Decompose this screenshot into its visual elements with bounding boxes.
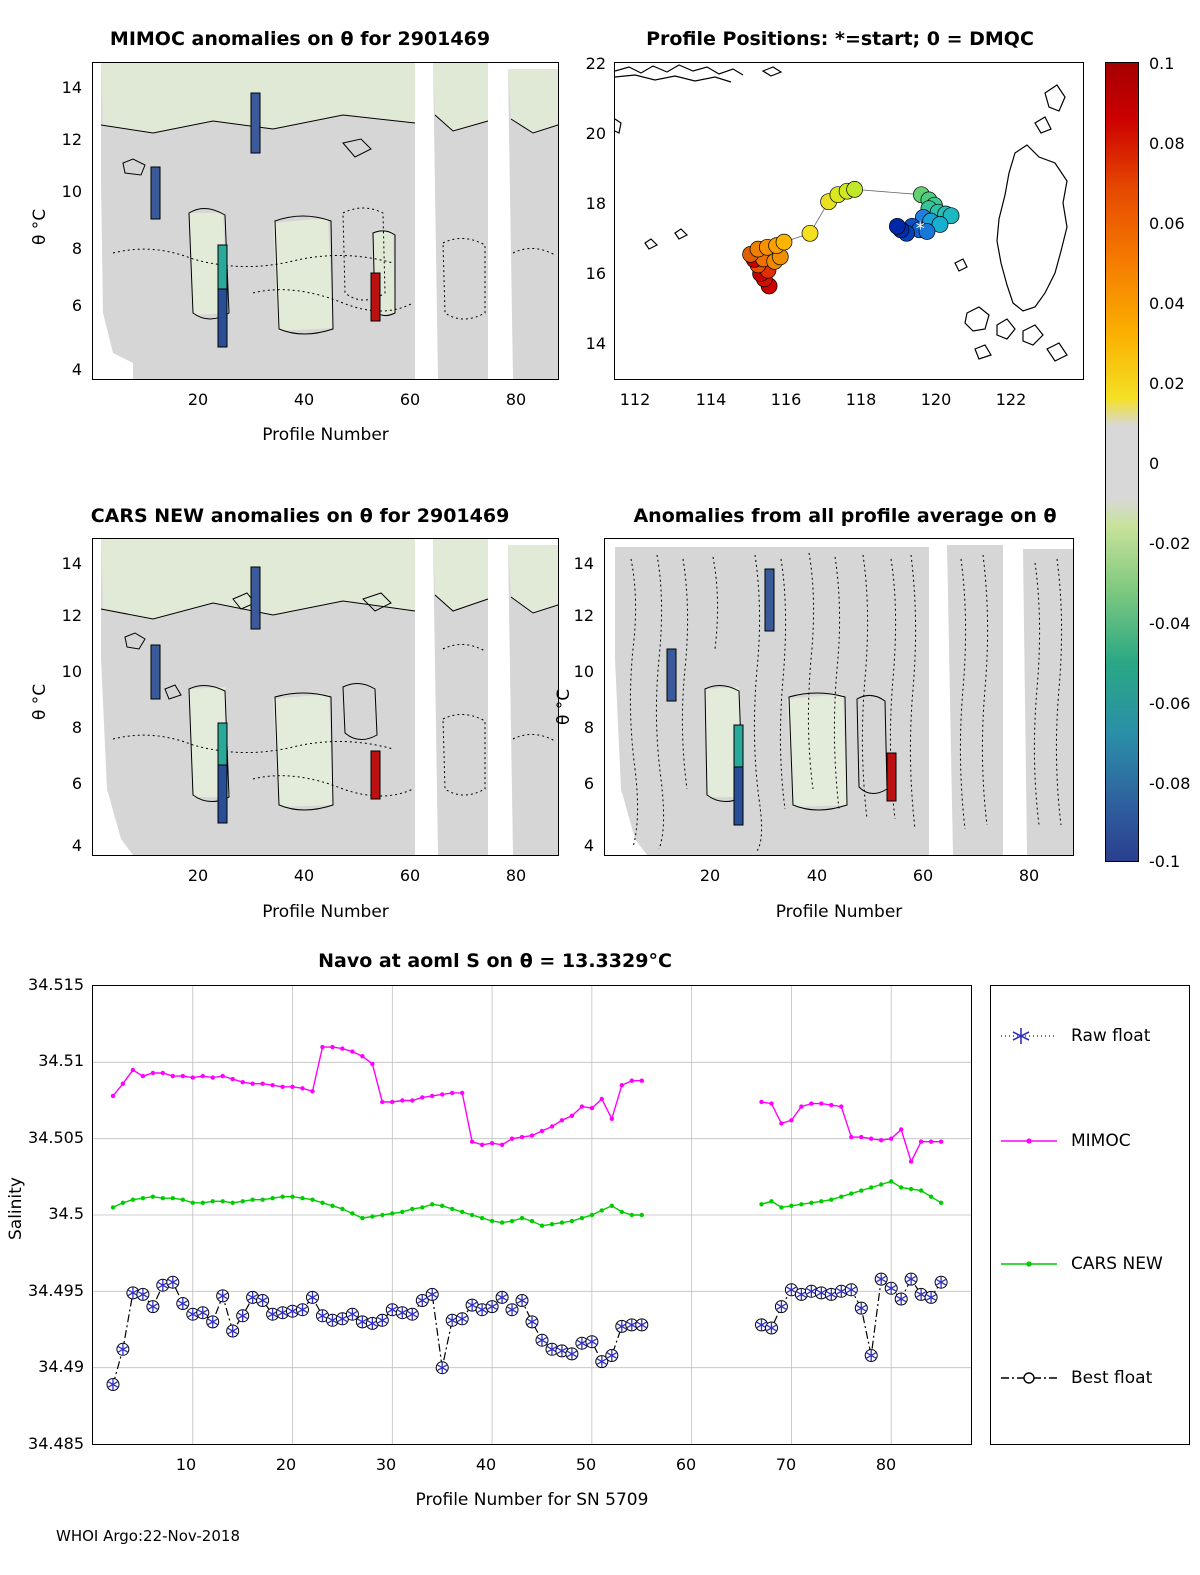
allavg-xtick-20: 20: [699, 866, 721, 885]
panel-allavg: [554, 470, 1100, 940]
positions-ytick-14: 14: [585, 334, 606, 353]
positions-axes: [614, 62, 1084, 380]
series-ytick-34505: 34.505: [28, 1128, 84, 1147]
colorbar-tick-0: 0.1: [1149, 54, 1175, 73]
allavg-ytick-12: 12: [573, 606, 594, 625]
positions-xtick-114: 114: [695, 390, 727, 409]
mimoc-xlabel: Profile Number: [262, 425, 389, 445]
mimoc-xtick-40: 40: [293, 390, 315, 409]
allavg-ylabel: θ °C: [554, 688, 574, 725]
series-ytick-34495: 34.495: [28, 1281, 84, 1300]
allavg-ytick-8: 8: [583, 718, 594, 737]
cars-xlabel: Profile Number: [262, 902, 389, 922]
colorbar-tick-3: 0.04: [1149, 294, 1185, 313]
allavg-xtick-60: 60: [912, 866, 934, 885]
series-xtick-70: 70: [775, 1455, 797, 1474]
colorbar: [1105, 54, 1200, 871]
mimoc-field: [93, 63, 558, 379]
series-xlabel: Profile Number for SN 5709: [415, 1490, 649, 1510]
cars-field: [93, 539, 558, 855]
legend-label-raw-float: Raw float: [1071, 1026, 1151, 1046]
series-xtick-50: 50: [575, 1455, 597, 1474]
positions-ytick-16: 16: [585, 264, 606, 283]
allavg-ytick-4: 4: [583, 836, 594, 855]
panel-mimoc: [0, 0, 600, 470]
cars-xtick-60: 60: [399, 866, 421, 885]
cars-xtick-40: 40: [293, 866, 315, 885]
series-ytick-34485: 34.485: [28, 1434, 84, 1453]
series-ytick-345: 34.5: [48, 1204, 84, 1223]
allavg-ytick-6: 6: [583, 774, 594, 793]
mimoc-ytick-12: 12: [61, 130, 82, 149]
mimoc-axes: [92, 62, 559, 380]
legend-label-mimoc: MIMOC: [1071, 1131, 1131, 1151]
colorbar-tick-5: 0: [1149, 454, 1160, 473]
allavg-xtick-80: 80: [1018, 866, 1040, 885]
series-ytick-34515: 34.515: [28, 975, 84, 994]
series-xtick-40: 40: [475, 1455, 497, 1474]
mimoc-title: MIMOC anomalies on θ for 2901469: [109, 28, 491, 50]
cars-ytick-14: 14: [61, 554, 82, 573]
series-title: Navo at aoml S on θ = 13.3329°C: [318, 950, 672, 972]
series-axes: [92, 985, 972, 1445]
allavg-xlabel: Profile Number: [775, 902, 903, 922]
mimoc-ytick-6: 6: [71, 296, 82, 315]
positions-xtick-112: 112: [619, 390, 651, 409]
allavg-ytick-14: 14: [573, 554, 594, 573]
allavg-title: Anomalies from all profile average on θ: [633, 505, 1057, 527]
series-xtick-20: 20: [275, 1455, 297, 1474]
cars-ytick-12: 12: [61, 606, 82, 625]
series-plot: [93, 986, 971, 1444]
allavg-ytick-10: 10: [573, 662, 594, 681]
positions-xtick-120: 120: [920, 390, 952, 409]
allavg-axes: [604, 538, 1074, 856]
positions-xtick-122: 122: [995, 390, 1027, 409]
cars-ytick-8: 8: [71, 718, 82, 737]
colorbar-tick-4: 0.02: [1149, 374, 1185, 393]
series-legend: [990, 985, 1190, 1445]
mimoc-xtick-60: 60: [399, 390, 421, 409]
cars-title: CARS NEW anomalies on θ for 2901469: [90, 505, 510, 527]
positions-xtick-116: 116: [770, 390, 802, 409]
allavg-field: [605, 539, 1073, 855]
svg-text:*: *: [915, 218, 925, 240]
footer-credit: WHOI Argo:22-Nov-2018: [56, 1527, 240, 1545]
colorbar-tick-2: 0.06: [1149, 214, 1185, 233]
legend-label-cars-new: CARS NEW: [1071, 1254, 1163, 1274]
colorbar-tick-8: -0.06: [1149, 694, 1191, 713]
mimoc-xtick-20: 20: [187, 390, 209, 409]
positions-ytick-18: 18: [585, 194, 606, 213]
legend-label-best-float: Best float: [1071, 1368, 1153, 1388]
colorbar-tick-9: -0.08: [1149, 774, 1191, 793]
series-xtick-10: 10: [175, 1455, 197, 1474]
allavg-xtick-40: 40: [806, 866, 828, 885]
mimoc-ylabel: θ °C: [30, 208, 50, 245]
panel-cars: [0, 470, 600, 940]
cars-ylabel: θ °C: [30, 683, 50, 720]
cars-ytick-6: 6: [71, 774, 82, 793]
positions-title: Profile Positions: *=start; 0 = DMQC: [646, 28, 1034, 50]
panel-salinity-series: [0, 940, 1200, 1540]
cars-xtick-20: 20: [187, 866, 209, 885]
colorbar-tick-1: 0.08: [1149, 134, 1185, 153]
positions-ytick-22: 22: [585, 54, 606, 73]
mimoc-ytick-8: 8: [71, 239, 82, 258]
positions-ytick-20: 20: [585, 124, 606, 143]
series-ylabel: Salinity: [6, 1177, 26, 1240]
series-ytick-3451: 34.51: [38, 1051, 84, 1070]
colorbar-tick-6: -0.02: [1149, 534, 1191, 553]
cars-ytick-4: 4: [71, 836, 82, 855]
cars-xtick-80: 80: [505, 866, 527, 885]
colorbar-tick-7: -0.04: [1149, 614, 1191, 633]
colorbar-gradient: [1105, 62, 1139, 862]
mimoc-ytick-10: 10: [61, 182, 82, 201]
mimoc-ytick-4: 4: [71, 360, 82, 379]
mimoc-xtick-80: 80: [505, 390, 527, 409]
series-xtick-30: 30: [375, 1455, 397, 1474]
series-xtick-60: 60: [675, 1455, 697, 1474]
cars-ytick-10: 10: [61, 662, 82, 681]
positions-map: [615, 63, 1083, 379]
mimoc-ytick-14: 14: [61, 78, 82, 97]
colorbar-tick-10: -0.1: [1149, 852, 1181, 871]
positions-xtick-118: 118: [845, 390, 877, 409]
panel-profile-positions: [585, 0, 1100, 470]
series-xtick-80: 80: [875, 1455, 897, 1474]
cars-axes: [92, 538, 559, 856]
series-ytick-3449: 34.49: [38, 1357, 84, 1376]
